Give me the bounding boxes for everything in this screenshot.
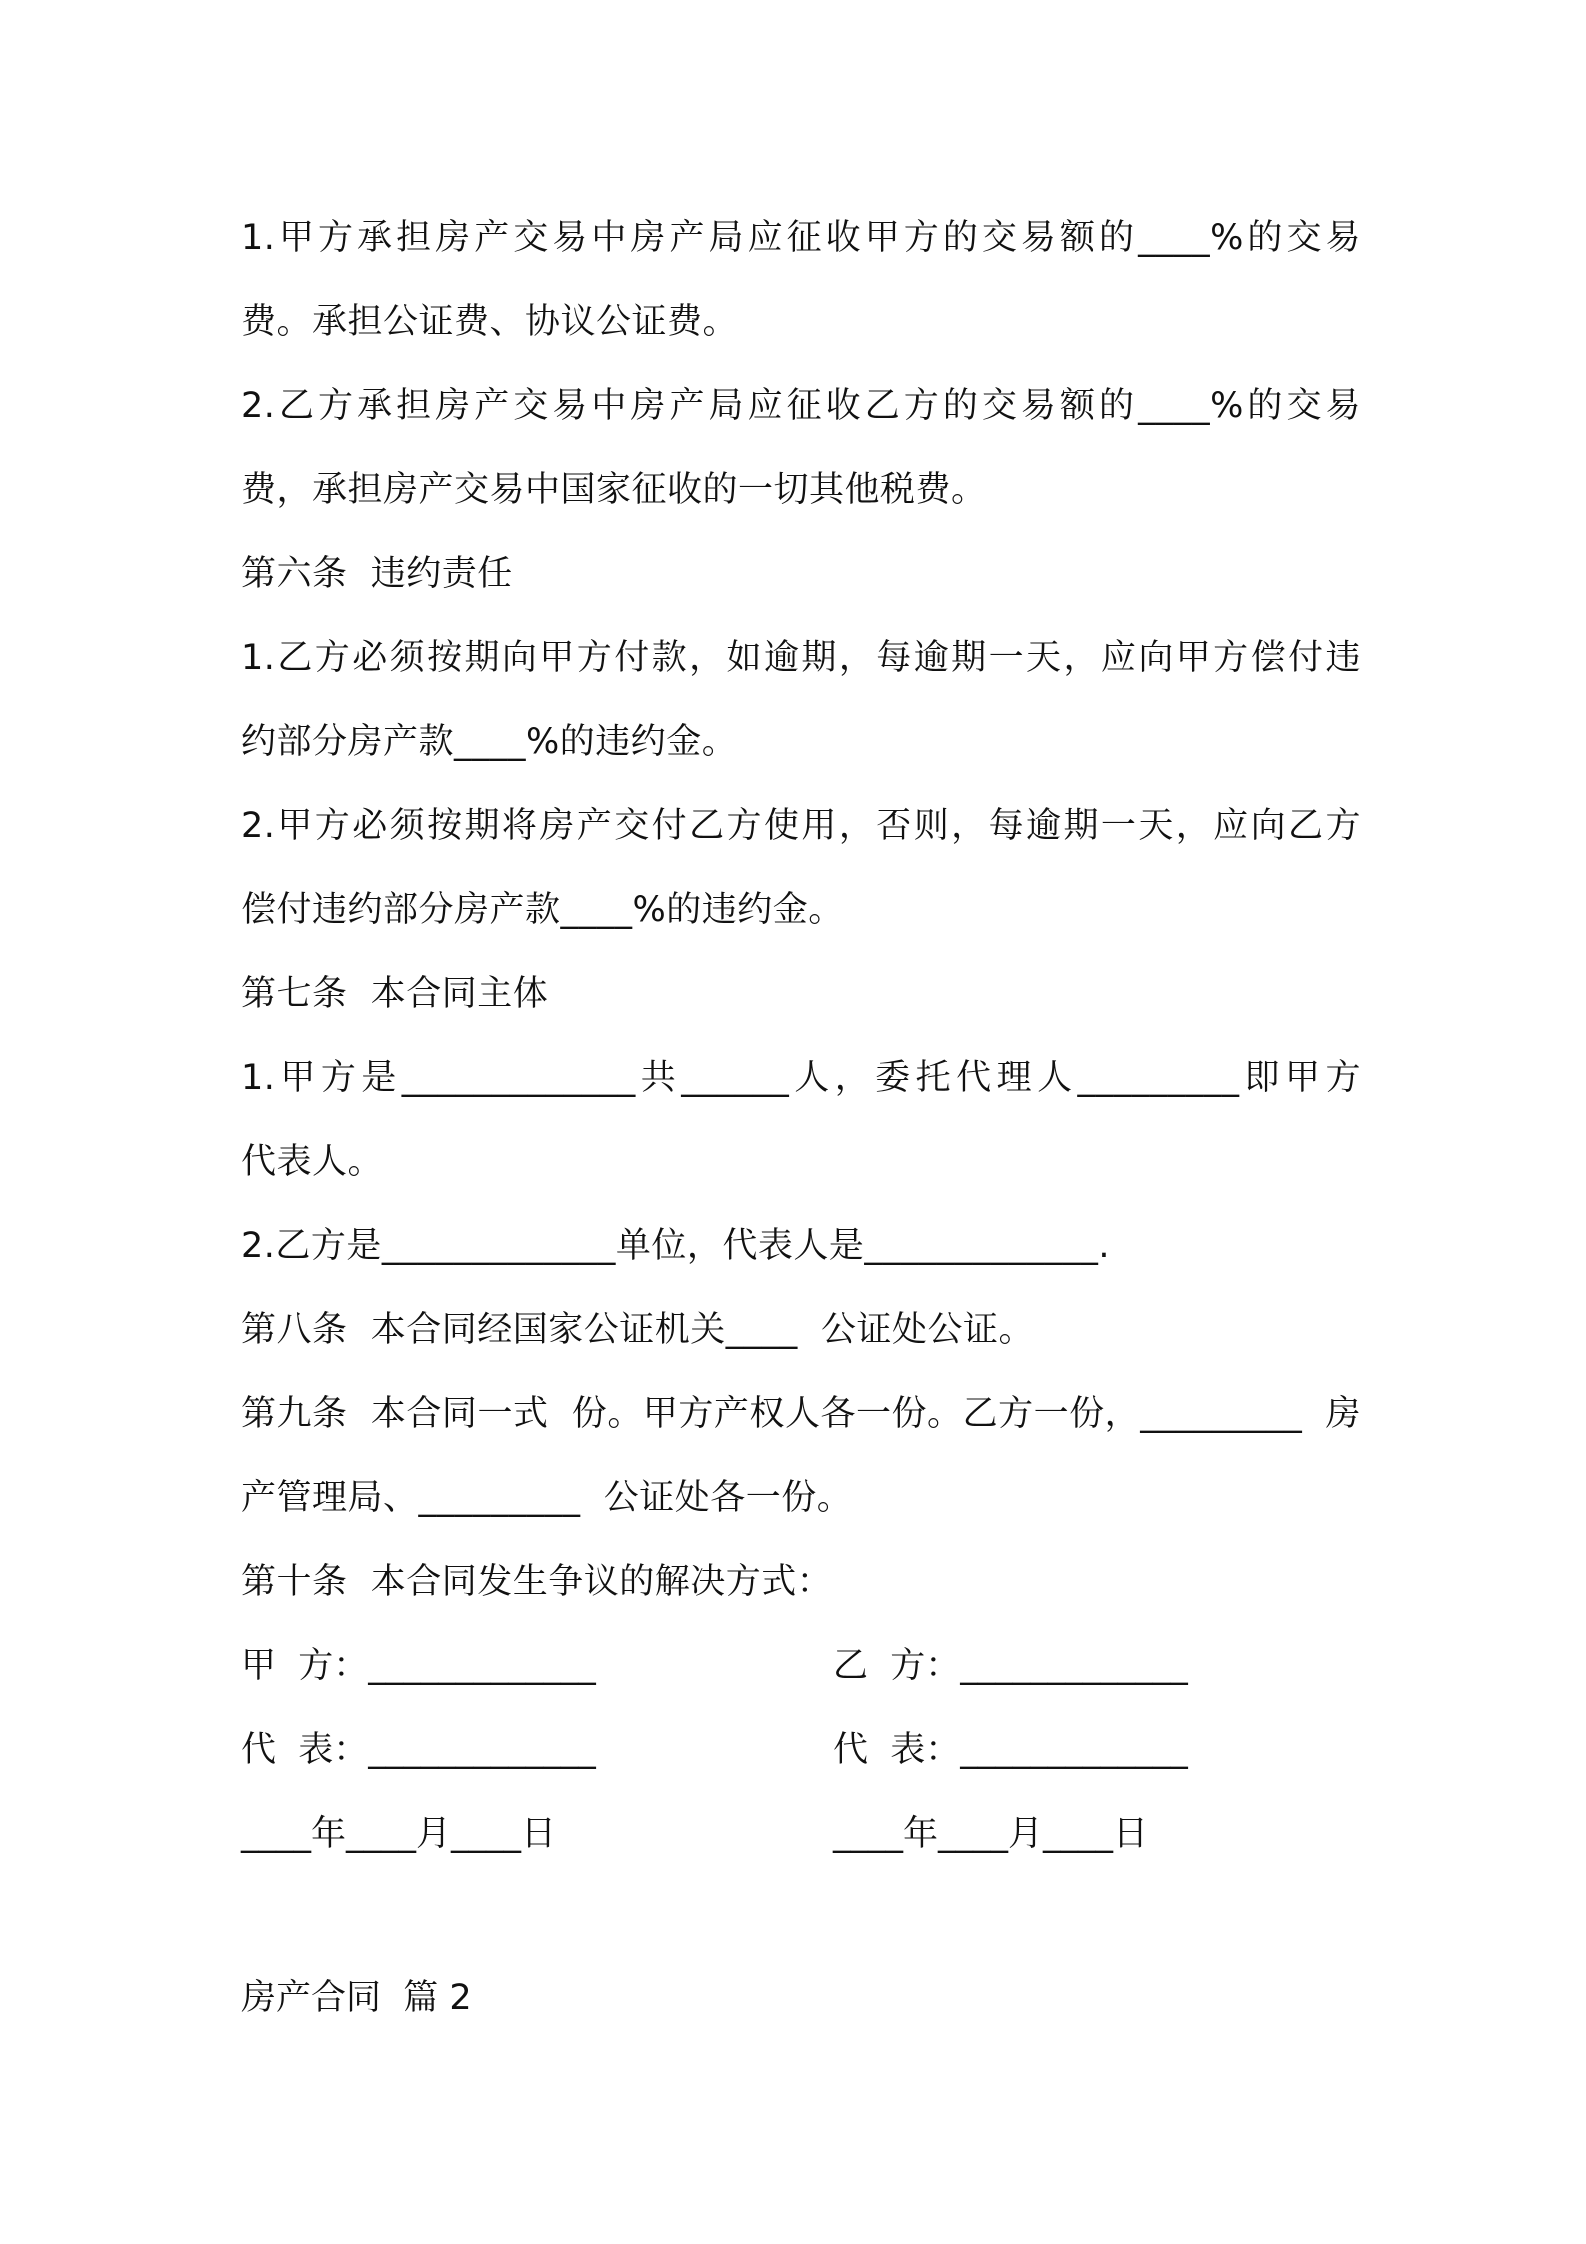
representative-b-field: 代 表：_____________ xyxy=(833,1730,1188,1770)
article-9-line-1: 第九条 本合同一式 份。甲方产权人各一份。乙方一份，_________ 房 xyxy=(241,1394,1361,1434)
article-6-item-1-line-1: 1.乙方必须按期向甲方付款，如逾期，每逾期一天，应向甲方偿付违 xyxy=(241,638,1361,678)
representative-a-field: 代 表：_____________ xyxy=(241,1730,596,1770)
clause-5-item-2-line-2: 费，承担房产交易中国家征收的一切其他税费。 xyxy=(241,470,987,510)
article-8: 第八条 本合同经国家公证机关____ 公证处公证。 xyxy=(241,1310,1035,1350)
clause-5-item-2-line-1: 2.乙方承担房产交易中房产局应征收乙方的交易额的____%的交易 xyxy=(241,386,1361,426)
article-6-heading: 第六条 违约责任 xyxy=(241,554,513,594)
party-b-field: 乙 方：_____________ xyxy=(833,1646,1188,1686)
party-a-field: 甲 方：_____________ xyxy=(241,1646,596,1686)
date-a-field: ____年____月____日 xyxy=(241,1814,557,1854)
signature-block xyxy=(241,1624,1361,1876)
article-9-line-2: 产管理局、_________ 公证处各一份。 xyxy=(241,1478,853,1518)
article-10: 第十条 本合同发生争议的解决方式： xyxy=(241,1562,833,1602)
clause-5-item-1-line-2: 费。承担公证费、协议公证费。 xyxy=(241,302,739,342)
date-b-field: ____年____月____日 xyxy=(833,1814,1149,1854)
article-7-item-1-line-2: 代表人。 xyxy=(241,1142,384,1182)
document-body xyxy=(241,196,1361,2040)
article-6-item-1-line-2: 约部分房产款____%的违约金。 xyxy=(241,722,738,762)
article-7-item-2: 2.乙方是_____________单位，代表人是_____________. xyxy=(241,1226,1111,1266)
signature-row-date xyxy=(241,1792,1361,1876)
article-7-item-1-line-1: 1.甲方是_____________共______人，委托代理人_________即甲方 xyxy=(241,1058,1361,1098)
article-6-item-2-line-2: 偿付违约部分房产款____%的违约金。 xyxy=(241,890,844,930)
article-7-heading: 第七条 本合同主体 xyxy=(241,974,549,1014)
clause-5-item-1-line-1: 1.甲方承担房产交易中房产局应征收甲方的交易额的____%的交易 xyxy=(241,218,1361,258)
next-section-title: 房产合同 篇 2 xyxy=(241,1978,472,2018)
signature-row-representative xyxy=(241,1708,1361,1792)
signature-row-party xyxy=(241,1624,1361,1708)
article-6-item-2-line-1: 2.甲方必须按期将房产交付乙方使用，否则，每逾期一天，应向乙方 xyxy=(241,806,1361,846)
